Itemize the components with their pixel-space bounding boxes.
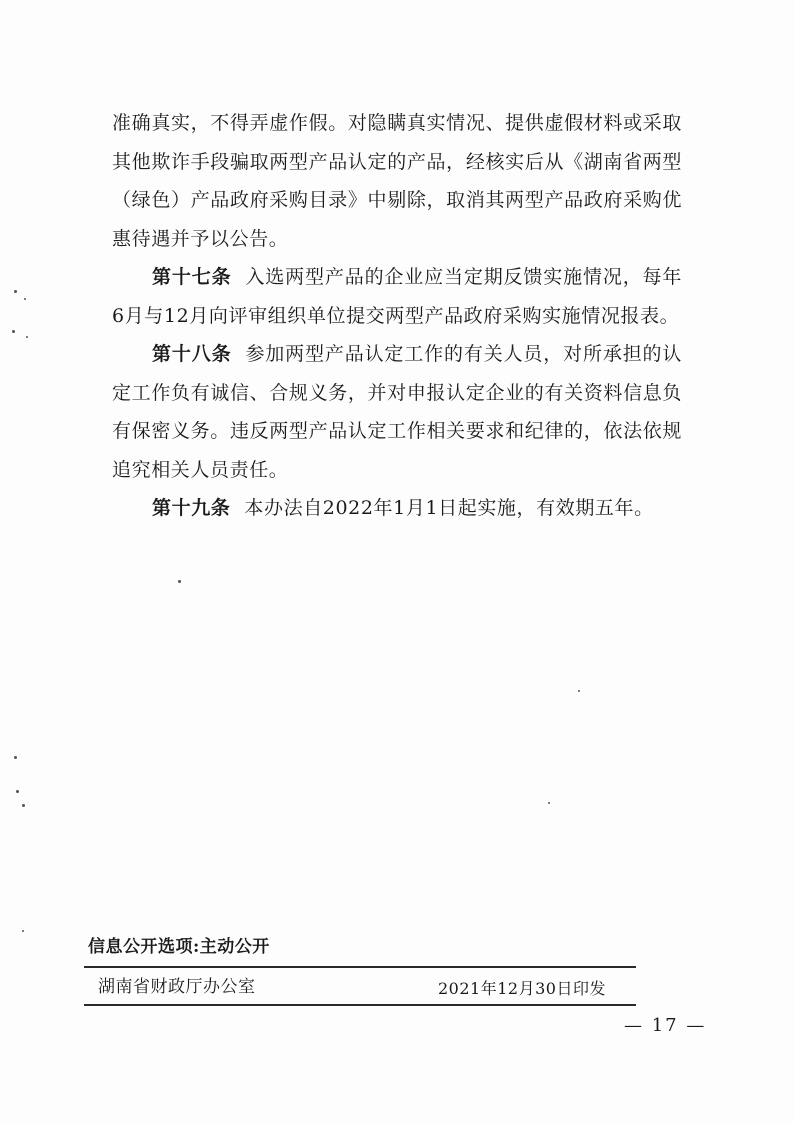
article-text: 本办法自2022年1月1日起实施，有效期五年。	[244, 497, 654, 519]
paragraph-continuation	[112, 104, 682, 258]
scan-speck	[578, 690, 580, 692]
disclosure-option: 信息公开选项:主动公开	[88, 937, 270, 957]
scan-speck	[12, 330, 15, 333]
scan-speck	[22, 804, 25, 807]
paragraph-text: 准确真实，不得弄虚作假。对隐瞒真实情况、提供虚假材料或采取其他欺诈手段骗取两型产品认定的产品，经核实后从《湖南省两型（绿色）产品政府采购目录》中剔除，取消其两型产品政府采购优惠待遇并予以公告。	[112, 112, 682, 250]
article-18	[112, 335, 682, 489]
footer-rule-top	[84, 966, 636, 968]
article-text: 入选两型产品的企业应当定期反馈实施情况，每年6月与12月向评审组织单位提交两型产品政府采购实施情况报表。	[112, 266, 683, 327]
scan-speck	[178, 580, 181, 583]
scan-speck	[548, 802, 550, 804]
issuing-office: 湖南省财政厅办公室	[98, 977, 256, 997]
article-text: 参加两型产品认定工作的有关人员，对所承担的认定工作负有诚信、合规义务，并对申报认定企业的有关资料信息负有保密义务。违反两型产品认定工作相关要求和纪律的，依法依规追究相关人员责任。	[112, 343, 683, 481]
footer-rule-bottom	[84, 1004, 636, 1006]
document-body	[112, 104, 682, 528]
scan-speck	[26, 336, 28, 338]
article-19	[112, 489, 682, 528]
article-label: 第十八条	[152, 343, 232, 365]
print-date: 2021年12月30日印发	[438, 979, 606, 998]
scan-speck	[14, 756, 17, 759]
article-label: 第十七条	[152, 266, 232, 288]
scan-speck	[16, 790, 19, 793]
article-label: 第十九条	[152, 497, 231, 519]
scan-speck	[22, 930, 24, 932]
page-number: — 17 —	[624, 1015, 707, 1036]
scan-speck	[14, 290, 17, 293]
scan-speck	[24, 298, 26, 300]
article-17	[112, 258, 682, 335]
